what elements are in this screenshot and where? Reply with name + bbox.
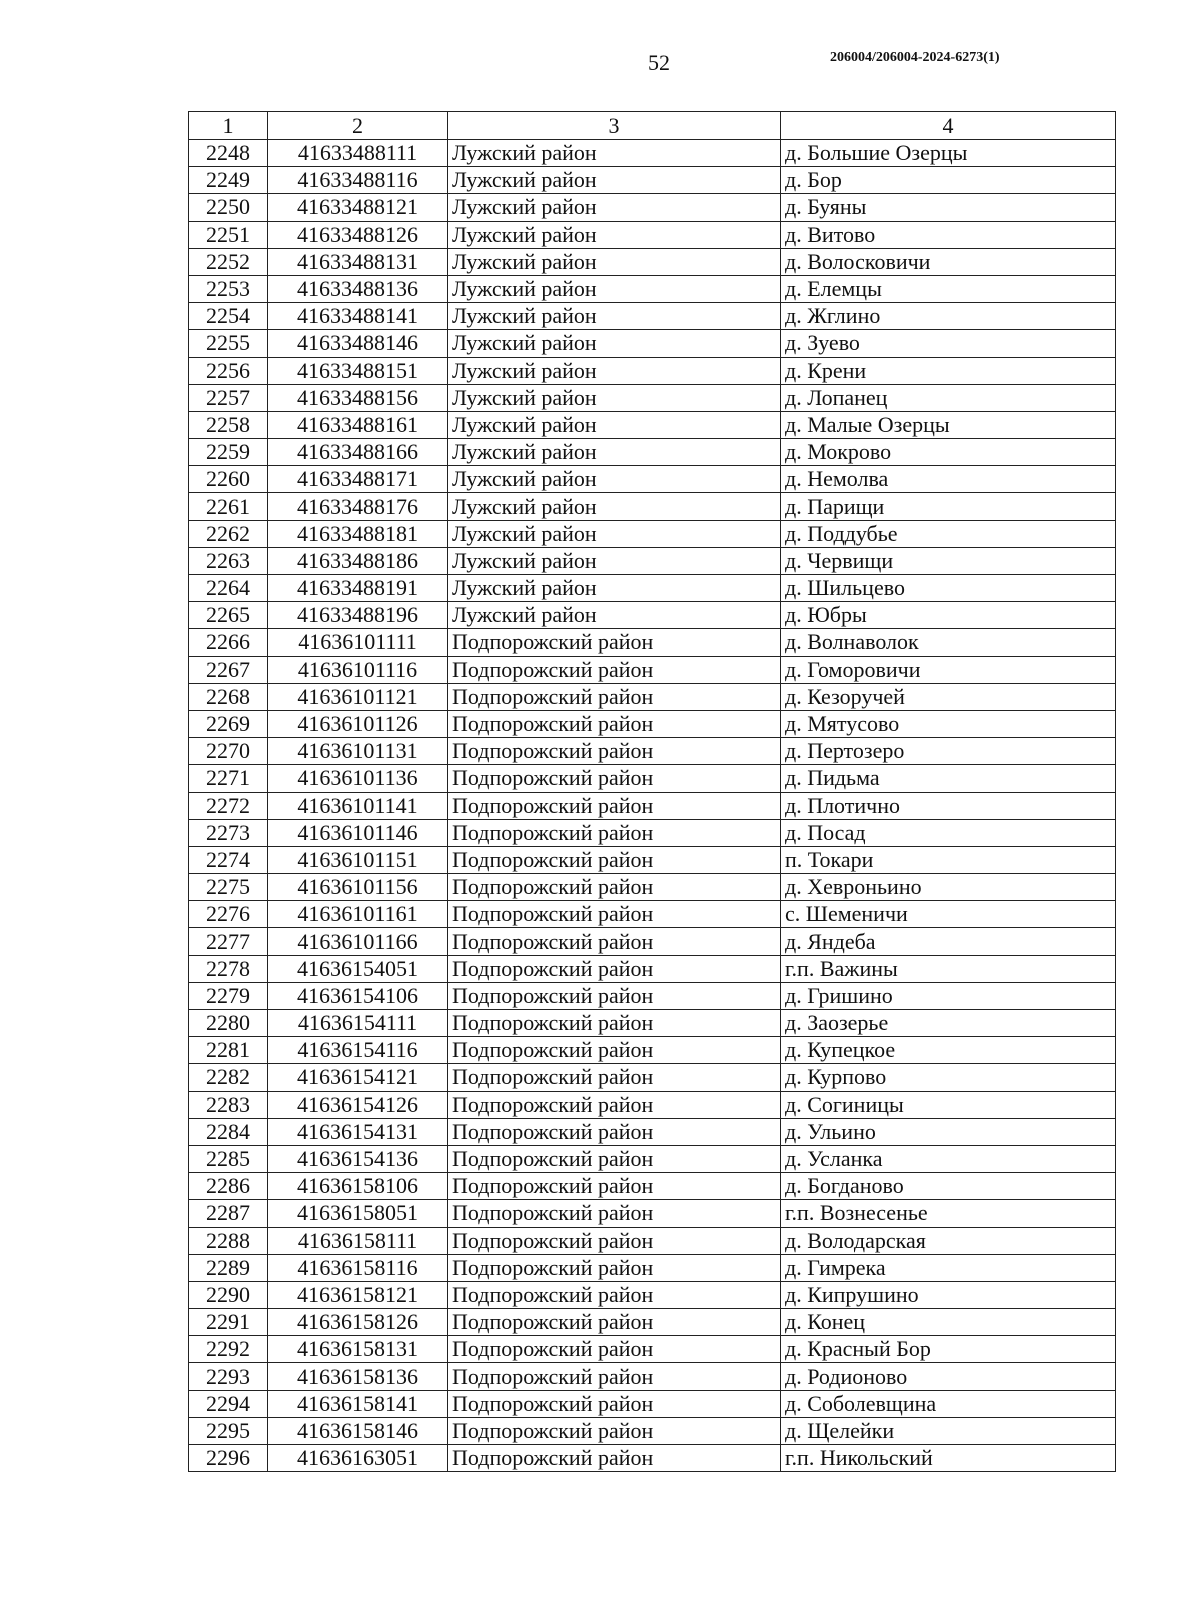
district-cell: Подпорожский район	[448, 928, 781, 955]
row-number-cell: 2283	[189, 1091, 268, 1118]
table-row	[189, 140, 1116, 167]
code-cell: 41636154106	[268, 982, 448, 1009]
row-number-cell: 2288	[189, 1227, 268, 1254]
district-cell: Лужский район	[448, 303, 781, 330]
settlement-cell: д. Большие Озерцы	[781, 140, 1116, 167]
row-number-cell: 2251	[189, 221, 268, 248]
code-cell: 41633488151	[268, 357, 448, 384]
table-row	[189, 1227, 1116, 1254]
table-row	[189, 1200, 1116, 1227]
row-number-cell: 2279	[189, 982, 268, 1009]
district-cell: Подпорожский район	[448, 1281, 781, 1308]
table-row	[189, 710, 1116, 737]
district-cell: Лужский район	[448, 167, 781, 194]
settlement-cell: д. Бор	[781, 167, 1116, 194]
code-cell: 41636101111	[268, 629, 448, 656]
table-row	[189, 1336, 1116, 1363]
settlement-cell: д. Родионово	[781, 1363, 1116, 1390]
column-header: 4	[781, 112, 1116, 140]
table-row	[189, 1173, 1116, 1200]
table-row	[189, 792, 1116, 819]
code-cell: 41636154126	[268, 1091, 448, 1118]
district-cell: Подпорожский район	[448, 819, 781, 846]
settlement-cell: д. Крени	[781, 357, 1116, 384]
table-row	[189, 221, 1116, 248]
table-row	[189, 1254, 1116, 1281]
district-cell: Подпорожский район	[448, 1010, 781, 1037]
code-cell: 41636158136	[268, 1363, 448, 1390]
row-number-cell: 2255	[189, 330, 268, 357]
table-row	[189, 275, 1116, 302]
district-cell: Лужский район	[448, 466, 781, 493]
table-row	[189, 901, 1116, 928]
settlement-cell: д. Пидьма	[781, 765, 1116, 792]
table-row	[189, 384, 1116, 411]
settlement-cell: д. Юбры	[781, 602, 1116, 629]
code-cell: 41636158141	[268, 1390, 448, 1417]
code-cell: 41636101131	[268, 738, 448, 765]
table-row	[189, 1417, 1116, 1444]
code-cell: 41636154111	[268, 1010, 448, 1037]
row-number-cell: 2275	[189, 874, 268, 901]
settlement-cell: д. Хевроньино	[781, 874, 1116, 901]
table-row	[189, 466, 1116, 493]
table-row	[189, 1309, 1116, 1336]
code-cell: 41633488136	[268, 275, 448, 302]
table-row	[189, 1145, 1116, 1172]
code-cell: 41636158126	[268, 1309, 448, 1336]
district-cell: Подпорожский район	[448, 1091, 781, 1118]
table-row	[189, 1118, 1116, 1145]
district-cell: Подпорожский район	[448, 874, 781, 901]
table-row	[189, 629, 1116, 656]
table-row	[189, 1445, 1116, 1472]
settlement-cell: д. Курпово	[781, 1064, 1116, 1091]
row-number-cell: 2254	[189, 303, 268, 330]
district-cell: Подпорожский район	[448, 656, 781, 683]
code-cell: 41633488156	[268, 384, 448, 411]
table-row	[189, 439, 1116, 466]
code-cell: 41636158116	[268, 1254, 448, 1281]
row-number-cell: 2262	[189, 520, 268, 547]
table-row	[189, 846, 1116, 873]
row-number-cell: 2268	[189, 683, 268, 710]
settlement-cell: д. Поддубье	[781, 520, 1116, 547]
district-cell: Подпорожский район	[448, 1064, 781, 1091]
settlement-cell: д. Мятусово	[781, 710, 1116, 737]
district-cell: Лужский район	[448, 439, 781, 466]
code-cell: 41633488146	[268, 330, 448, 357]
district-cell: Лужский район	[448, 493, 781, 520]
settlement-cell: г.п. Вознесенье	[781, 1200, 1116, 1227]
settlement-cell: д. Усланка	[781, 1145, 1116, 1172]
district-cell: Подпорожский район	[448, 1254, 781, 1281]
settlement-cell: д. Червищи	[781, 547, 1116, 574]
code-cell: 41636158131	[268, 1336, 448, 1363]
table-body	[189, 140, 1116, 1472]
district-cell: Подпорожский район	[448, 1336, 781, 1363]
row-number-cell: 2264	[189, 575, 268, 602]
settlement-cell: д. Богданово	[781, 1173, 1116, 1200]
settlement-cell: д. Зуево	[781, 330, 1116, 357]
settlement-cell: д. Парищи	[781, 493, 1116, 520]
code-cell: 41636158121	[268, 1281, 448, 1308]
district-cell: Подпорожский район	[448, 738, 781, 765]
table-row	[189, 194, 1116, 221]
code-cell: 41633488171	[268, 466, 448, 493]
district-cell: Подпорожский район	[448, 1145, 781, 1172]
settlement-cell: д. Елемцы	[781, 275, 1116, 302]
row-number-cell: 2294	[189, 1390, 268, 1417]
settlement-cell: д. Шильцево	[781, 575, 1116, 602]
row-number-cell: 2280	[189, 1010, 268, 1037]
code-cell: 41633488191	[268, 575, 448, 602]
settlement-cell: п. Токари	[781, 846, 1116, 873]
row-number-cell: 2272	[189, 792, 268, 819]
code-cell: 41636154136	[268, 1145, 448, 1172]
row-number-cell: 2253	[189, 275, 268, 302]
row-number-cell: 2278	[189, 955, 268, 982]
row-number-cell: 2296	[189, 1445, 268, 1472]
district-cell: Подпорожский район	[448, 792, 781, 819]
row-number-cell: 2273	[189, 819, 268, 846]
district-cell: Подпорожский район	[448, 982, 781, 1009]
district-cell: Подпорожский район	[448, 1309, 781, 1336]
settlement-cell: д. Соболевщина	[781, 1390, 1116, 1417]
code-cell: 41636101161	[268, 901, 448, 928]
settlement-cell: д. Немолва	[781, 466, 1116, 493]
table-row	[189, 303, 1116, 330]
settlement-cell: д. Волнаволок	[781, 629, 1116, 656]
district-cell: Лужский район	[448, 411, 781, 438]
row-number-cell: 2287	[189, 1200, 268, 1227]
district-cell: Лужский район	[448, 221, 781, 248]
settlement-cell: д. Гришино	[781, 982, 1116, 1009]
table-row	[189, 547, 1116, 574]
column-header: 1	[189, 112, 268, 140]
row-number-cell: 2295	[189, 1417, 268, 1444]
row-number-cell: 2293	[189, 1363, 268, 1390]
district-cell: Лужский район	[448, 384, 781, 411]
code-cell: 41633488121	[268, 194, 448, 221]
code-cell: 41636101166	[268, 928, 448, 955]
code-cell: 41633488186	[268, 547, 448, 574]
settlement-cell: г.п. Важины	[781, 955, 1116, 982]
row-number-cell: 2267	[189, 656, 268, 683]
row-number-cell: 2256	[189, 357, 268, 384]
row-number-cell: 2276	[189, 901, 268, 928]
code-cell: 41636101126	[268, 710, 448, 737]
district-cell: Подпорожский район	[448, 710, 781, 737]
settlement-cell: д. Посад	[781, 819, 1116, 846]
district-cell: Подпорожский район	[448, 1118, 781, 1145]
table-header-row	[189, 112, 1116, 140]
row-number-cell: 2249	[189, 167, 268, 194]
table-row	[189, 656, 1116, 683]
row-number-cell: 2263	[189, 547, 268, 574]
district-cell: Подпорожский район	[448, 955, 781, 982]
code-cell: 41633488181	[268, 520, 448, 547]
code-cell: 41633488126	[268, 221, 448, 248]
settlement-cell: д. Витово	[781, 221, 1116, 248]
code-cell: 41633488176	[268, 493, 448, 520]
district-cell: Подпорожский район	[448, 1445, 781, 1472]
settlement-cell: д. Плотично	[781, 792, 1116, 819]
table-row	[189, 982, 1116, 1009]
district-cell: Подпорожский район	[448, 629, 781, 656]
row-number-cell: 2286	[189, 1173, 268, 1200]
district-cell: Подпорожский район	[448, 846, 781, 873]
district-cell: Подпорожский район	[448, 1037, 781, 1064]
settlement-cell: д. Гоморовичи	[781, 656, 1116, 683]
settlement-cell: д. Жглино	[781, 303, 1116, 330]
settlement-cell: г.п. Никольский	[781, 1445, 1116, 1472]
code-cell: 41636101156	[268, 874, 448, 901]
settlement-cell: с. Шеменичи	[781, 901, 1116, 928]
row-number-cell: 2261	[189, 493, 268, 520]
code-cell: 41636154051	[268, 955, 448, 982]
table-row	[189, 330, 1116, 357]
code-cell: 41636101141	[268, 792, 448, 819]
row-number-cell: 2248	[189, 140, 268, 167]
district-cell: Лужский район	[448, 357, 781, 384]
table-row	[189, 1064, 1116, 1091]
settlement-cell: д. Кезоручей	[781, 683, 1116, 710]
settlement-cell: д. Гимрека	[781, 1254, 1116, 1281]
district-cell: Подпорожский район	[448, 1173, 781, 1200]
code-cell: 41633488161	[268, 411, 448, 438]
code-cell: 41636101136	[268, 765, 448, 792]
settlement-cell: д. Волосковичи	[781, 248, 1116, 275]
settlement-cell: д. Мокрово	[781, 439, 1116, 466]
district-cell: Лужский район	[448, 248, 781, 275]
code-cell: 41636101116	[268, 656, 448, 683]
settlement-cell: д. Пертозеро	[781, 738, 1116, 765]
district-cell: Подпорожский район	[448, 1417, 781, 1444]
table-row	[189, 819, 1116, 846]
district-cell: Лужский район	[448, 194, 781, 221]
district-cell: Подпорожский район	[448, 1390, 781, 1417]
table-row	[189, 1281, 1116, 1308]
district-cell: Подпорожский район	[448, 1363, 781, 1390]
table-row	[189, 928, 1116, 955]
row-number-cell: 2274	[189, 846, 268, 873]
row-number-cell: 2282	[189, 1064, 268, 1091]
district-cell: Лужский район	[448, 140, 781, 167]
district-cell: Подпорожский район	[448, 1200, 781, 1227]
settlement-cell: д. Красный Бор	[781, 1336, 1116, 1363]
table-row	[189, 602, 1116, 629]
table-row	[189, 874, 1116, 901]
settlement-cell: д. Буяны	[781, 194, 1116, 221]
settlement-cell: д. Щелейки	[781, 1417, 1116, 1444]
table-row	[189, 1037, 1116, 1064]
page-number: 52	[648, 50, 670, 75]
table-row	[189, 248, 1116, 275]
table-row	[189, 765, 1116, 792]
row-number-cell: 2250	[189, 194, 268, 221]
district-cell: Лужский район	[448, 602, 781, 629]
code-cell: 41633488116	[268, 167, 448, 194]
settlement-cell: д. Конец	[781, 1309, 1116, 1336]
table-row	[189, 1091, 1116, 1118]
table-row	[189, 411, 1116, 438]
district-cell: Подпорожский район	[448, 1227, 781, 1254]
code-cell: 41633488141	[268, 303, 448, 330]
table-row	[189, 357, 1116, 384]
settlement-cell: д. Заозерье	[781, 1010, 1116, 1037]
district-cell: Лужский район	[448, 520, 781, 547]
settlements-table	[188, 111, 1116, 1472]
table-row	[189, 1390, 1116, 1417]
row-number-cell: 2281	[189, 1037, 268, 1064]
district-cell: Лужский район	[448, 575, 781, 602]
district-cell: Лужский район	[448, 330, 781, 357]
code-cell: 41636158051	[268, 1200, 448, 1227]
code-cell: 41636154116	[268, 1037, 448, 1064]
row-number-cell: 2265	[189, 602, 268, 629]
table-row	[189, 1363, 1116, 1390]
table-row	[189, 493, 1116, 520]
settlement-cell: д. Ульино	[781, 1118, 1116, 1145]
row-number-cell: 2290	[189, 1281, 268, 1308]
row-number-cell: 2284	[189, 1118, 268, 1145]
row-number-cell: 2289	[189, 1254, 268, 1281]
table-row	[189, 575, 1116, 602]
row-number-cell: 2259	[189, 439, 268, 466]
code-cell: 41636154131	[268, 1118, 448, 1145]
settlement-cell: д. Яндеба	[781, 928, 1116, 955]
table-row	[189, 520, 1116, 547]
row-number-cell: 2292	[189, 1336, 268, 1363]
row-number-cell: 2269	[189, 710, 268, 737]
code-cell: 41636154121	[268, 1064, 448, 1091]
settlement-cell: д. Малые Озерцы	[781, 411, 1116, 438]
code-cell: 41636158111	[268, 1227, 448, 1254]
row-number-cell: 2270	[189, 738, 268, 765]
table-row	[189, 683, 1116, 710]
district-cell: Лужский район	[448, 547, 781, 574]
code-cell: 41633488111	[268, 140, 448, 167]
code-cell: 41633488131	[268, 248, 448, 275]
district-cell: Подпорожский район	[448, 683, 781, 710]
settlement-cell: д. Лопанец	[781, 384, 1116, 411]
code-cell: 41636163051	[268, 1445, 448, 1472]
district-cell: Подпорожский район	[448, 901, 781, 928]
row-number-cell: 2266	[189, 629, 268, 656]
district-cell: Подпорожский район	[448, 765, 781, 792]
code-cell: 41636101151	[268, 846, 448, 873]
row-number-cell: 2252	[189, 248, 268, 275]
code-cell: 41633488196	[268, 602, 448, 629]
row-number-cell: 2258	[189, 411, 268, 438]
district-cell: Лужский район	[448, 275, 781, 302]
settlement-cell: д. Согиницы	[781, 1091, 1116, 1118]
table-row	[189, 1010, 1116, 1037]
row-number-cell: 2277	[189, 928, 268, 955]
code-cell: 41636101146	[268, 819, 448, 846]
code-cell: 41636101121	[268, 683, 448, 710]
row-number-cell: 2271	[189, 765, 268, 792]
row-number-cell: 2260	[189, 466, 268, 493]
row-number-cell: 2285	[189, 1145, 268, 1172]
table-row	[189, 167, 1116, 194]
column-header: 2	[268, 112, 448, 140]
row-number-cell: 2291	[189, 1309, 268, 1336]
settlement-cell: д. Володарская	[781, 1227, 1116, 1254]
settlement-cell: д. Купецкое	[781, 1037, 1116, 1064]
code-cell: 41633488166	[268, 439, 448, 466]
code-cell: 41636158106	[268, 1173, 448, 1200]
code-cell: 41636158146	[268, 1417, 448, 1444]
settlement-cell: д. Кипрушино	[781, 1281, 1116, 1308]
document-id: 206004/206004-2024-6273(1)	[830, 50, 1000, 65]
column-header: 3	[448, 112, 781, 140]
row-number-cell: 2257	[189, 384, 268, 411]
table-row	[189, 955, 1116, 982]
table-row	[189, 738, 1116, 765]
